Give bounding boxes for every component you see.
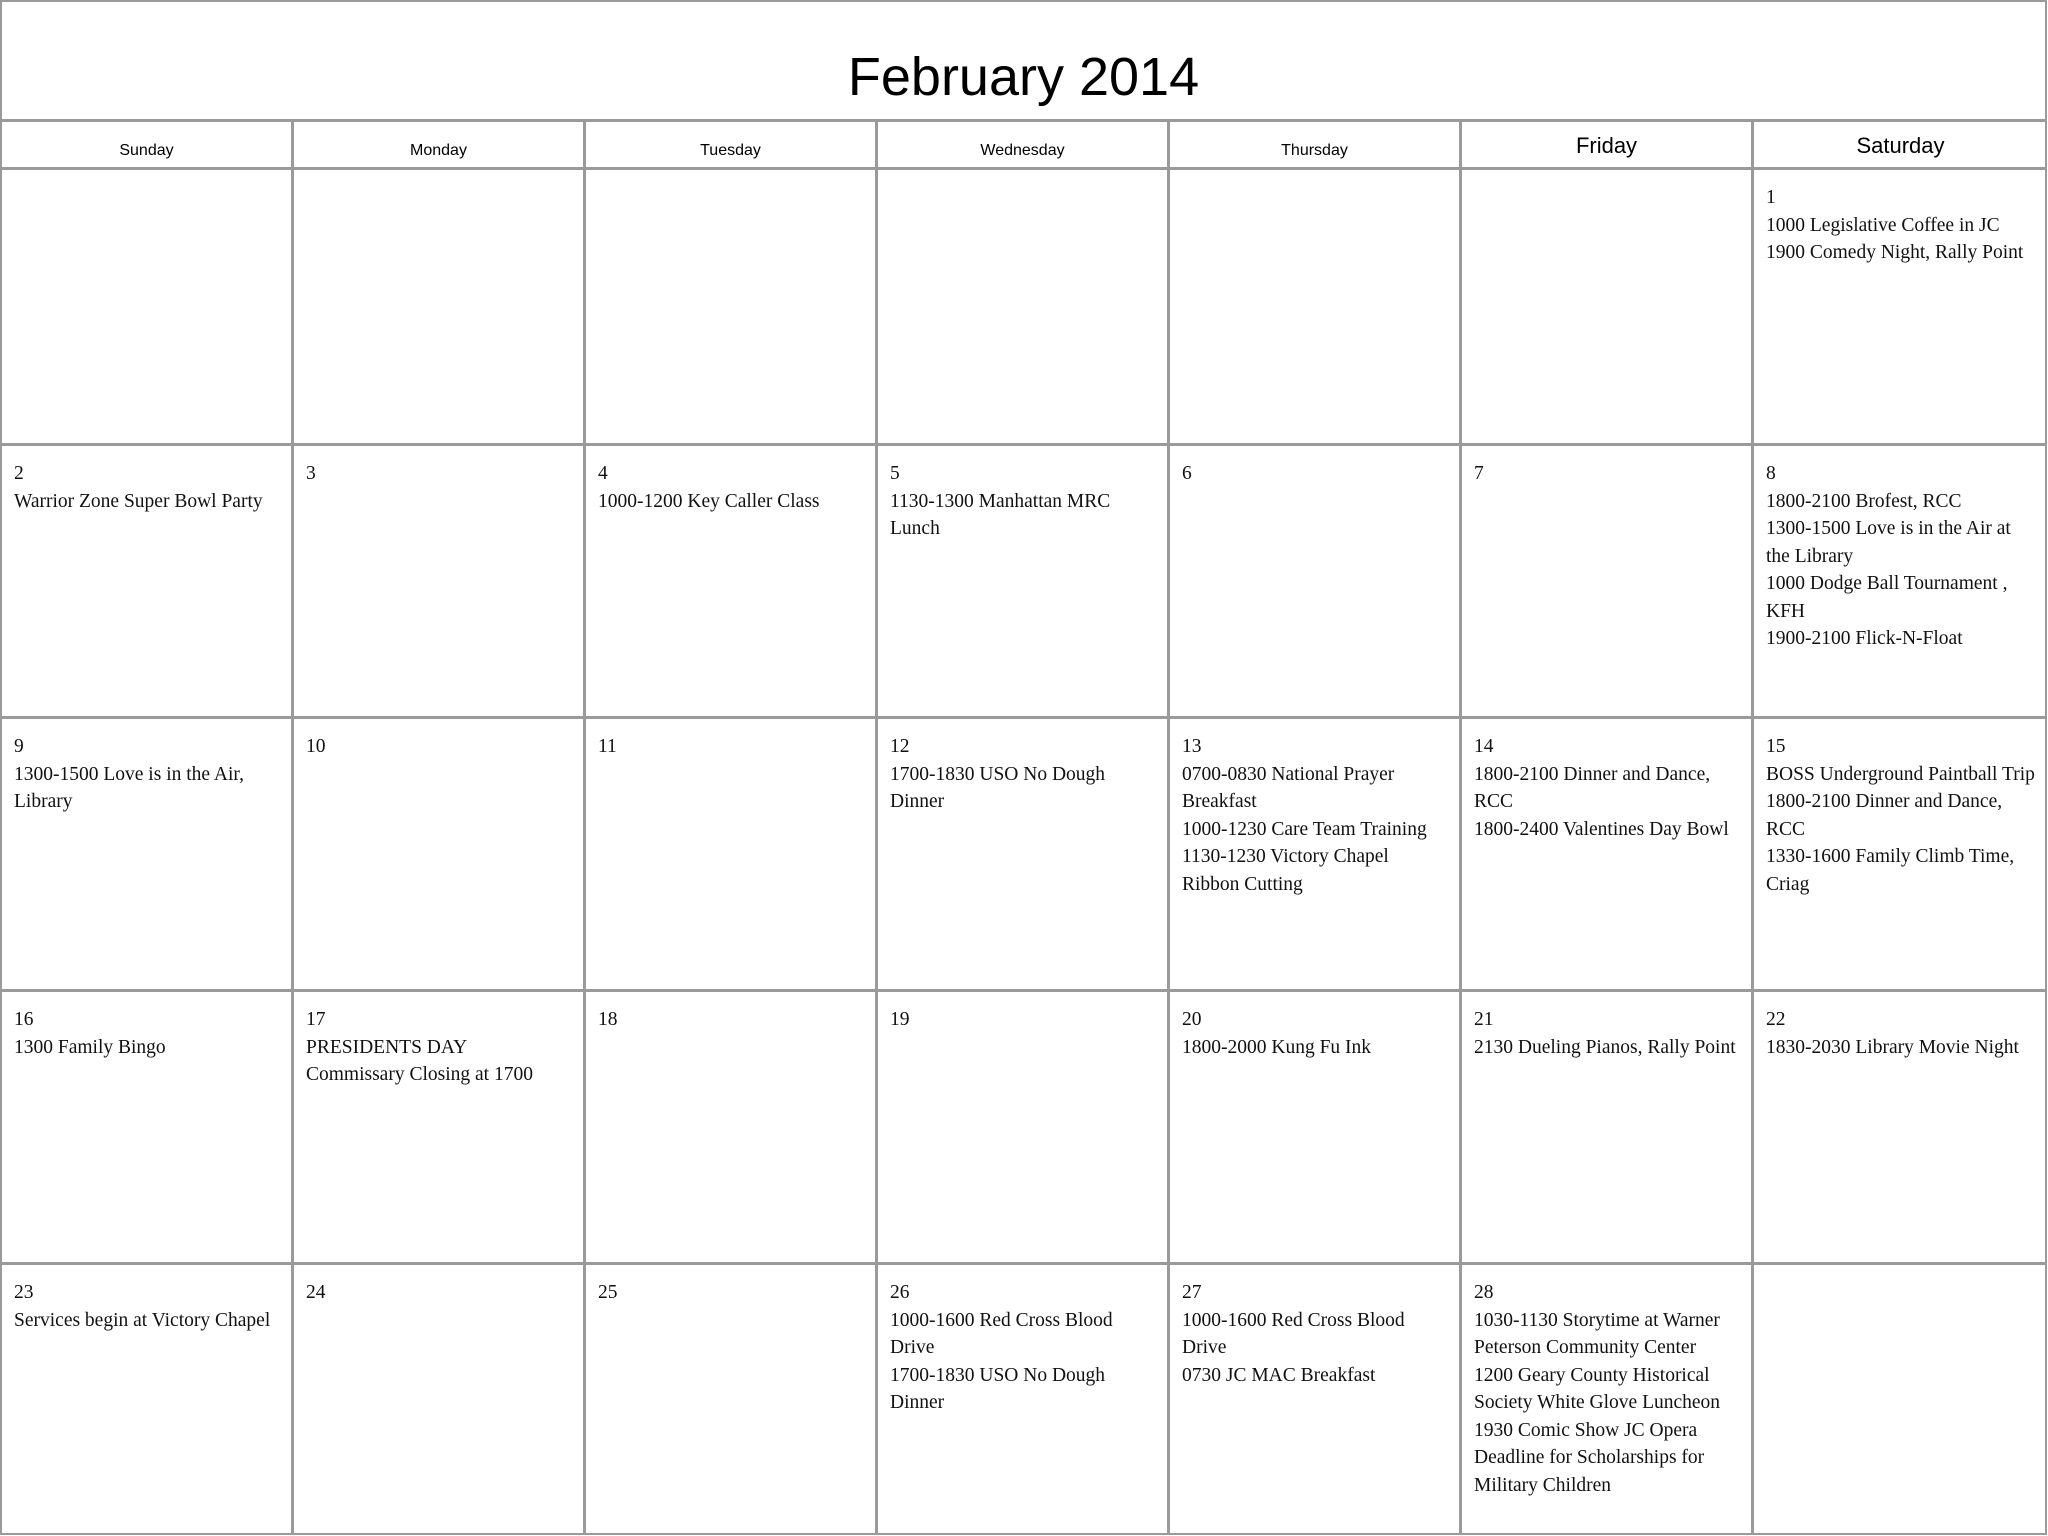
- event-entry: 1800-2100 Dinner and Dance, RCC: [1766, 791, 2003, 840]
- day-cell-10[interactable]: [294, 719, 586, 992]
- event-entry: 1000-1230 Care Team Training: [1182, 818, 1427, 840]
- event-entry: 1700-1830 USO No Dough Dinner: [890, 1364, 1106, 1413]
- day-number: 12: [890, 736, 910, 757]
- event-entry: PRESIDENTS DAY: [306, 1036, 468, 1058]
- day-cell-14[interactable]: [1462, 719, 1754, 992]
- event-entry: 1700-1830 USO No Dough Dinner: [890, 763, 1106, 812]
- empty-day-cell[interactable]: [878, 170, 1170, 446]
- day-number: 9: [14, 736, 24, 757]
- day-number: 25: [598, 1282, 618, 1303]
- day-cell-13[interactable]: [1170, 719, 1462, 992]
- event-entry: Commissary Closing at 1700: [306, 1064, 533, 1085]
- empty-day-cell[interactable]: [2, 170, 294, 446]
- day-cell-17[interactable]: [294, 992, 586, 1265]
- day-number: 6: [1182, 463, 1192, 484]
- event-entry: 1000 Legislative Coffee in JC: [1766, 214, 2000, 236]
- day-number: 10: [306, 736, 326, 757]
- day-cell-28[interactable]: [1462, 1265, 1754, 1535]
- event-entry: 1000-1600 Red Cross Blood Drive: [890, 1309, 1113, 1358]
- day-cell-24[interactable]: [294, 1265, 586, 1535]
- empty-day-cell[interactable]: [586, 170, 878, 446]
- weekday-header-thursday: Thursday: [1170, 122, 1462, 167]
- empty-day-cell[interactable]: [1462, 170, 1754, 446]
- event-entry: 1000 Dodge Ball Tournament , KFH: [1766, 573, 2008, 622]
- empty-day-cell[interactable]: [294, 170, 586, 446]
- event-entry: 1330-1600 Family Climb Time, Criag: [1766, 846, 2015, 895]
- day-number: 27: [1182, 1282, 1202, 1303]
- day-number: 22: [1766, 1009, 1786, 1030]
- day-number: 17: [306, 1009, 326, 1030]
- day-cell-19[interactable]: [878, 992, 1170, 1265]
- day-cell-8[interactable]: [1754, 446, 2047, 719]
- day-cell-12[interactable]: [878, 719, 1170, 992]
- weekday-header-sunday: Sunday: [2, 122, 294, 167]
- event-entry: 1900 Comedy Night, Rally Point: [1766, 242, 2024, 263]
- day-cell-16[interactable]: [2, 992, 294, 1265]
- day-cell-9[interactable]: [2, 719, 294, 992]
- day-cell-3[interactable]: [294, 446, 586, 719]
- event-entry: BOSS Underground Paintball Trip: [1766, 763, 2035, 785]
- day-cell-26[interactable]: [878, 1265, 1170, 1535]
- event-entry: 1300-1500 Love is in the Air at the Library: [1766, 518, 2011, 567]
- event-entry: 0700-0830 National Prayer Breakfast: [1182, 763, 1395, 812]
- weekday-header-monday: Monday: [294, 122, 586, 167]
- empty-day-cell[interactable]: [1170, 170, 1462, 446]
- day-number: 13: [1182, 736, 1202, 757]
- event-entry: 1830-2030 Library Movie Night: [1766, 1036, 2019, 1058]
- day-cell-11[interactable]: [586, 719, 878, 992]
- event-entry: 1000-1200 Key Caller Class: [598, 490, 820, 512]
- day-cell-6[interactable]: [1170, 446, 1462, 719]
- day-number: 19: [890, 1009, 910, 1030]
- event-entry: 1130-1230 Victory Chapel Ribbon Cutting: [1182, 846, 1389, 895]
- day-cell-4[interactable]: [586, 446, 878, 719]
- weekday-header-saturday: Saturday: [1856, 133, 1945, 158]
- day-number: 16: [14, 1009, 34, 1030]
- event-entry: 1000-1600 Red Cross Blood Drive: [1182, 1309, 1405, 1358]
- day-cell-7[interactable]: [1462, 446, 1754, 719]
- calendar-grid: [2, 170, 2045, 1535]
- day-number: 24: [306, 1282, 326, 1303]
- event-entry: 1300 Family Bingo: [14, 1036, 166, 1058]
- day-number: 8: [1766, 463, 1776, 484]
- event-entry: 1800-2000 Kung Fu Ink: [1182, 1036, 1372, 1058]
- event-entry: 1300-1500 Love is in the Air, Library: [14, 763, 244, 812]
- day-number: 2: [14, 463, 24, 484]
- day-cell-21[interactable]: [1462, 992, 1754, 1265]
- weekday-header-wednesday: Wednesday: [878, 122, 1170, 167]
- event-entry: 1030-1130 Storytime at Warner Peterson Community Center: [1474, 1309, 1720, 1358]
- day-cell-5[interactable]: [878, 446, 1170, 719]
- day-cell-1[interactable]: [1754, 170, 2047, 446]
- event-entry: 1200 Geary County Historical Society White Glove Luncheon: [1474, 1364, 1721, 1413]
- event-entry: 1930 Comic Show JC Opera: [1474, 1419, 1698, 1441]
- day-number: 21: [1474, 1009, 1494, 1030]
- day-number: 14: [1474, 736, 1494, 757]
- day-cell-15[interactable]: [1754, 719, 2047, 992]
- empty-day-cell[interactable]: [1754, 1265, 2047, 1535]
- event-entry: Services begin at Victory Chapel: [14, 1309, 271, 1331]
- day-number: 4: [598, 463, 608, 484]
- event-entry: 1800-2400 Valentines Day Bowl: [1474, 818, 1729, 840]
- day-cell-27[interactable]: [1170, 1265, 1462, 1535]
- event-entry: 1800-2100 Brofest, RCC: [1766, 490, 1962, 512]
- weekday-header-tuesday: Tuesday: [586, 122, 878, 167]
- event-entry: 1800-2100 Dinner and Dance, RCC: [1474, 763, 1711, 812]
- event-entry: Deadline for Scholarships for Military Children: [1474, 1447, 1705, 1496]
- day-number: 18: [598, 1009, 618, 1030]
- day-number: 28: [1474, 1282, 1494, 1303]
- day-number: 1: [1766, 187, 1776, 208]
- day-number: 11: [598, 736, 617, 757]
- event-entry: 1130-1300 Manhattan MRC Lunch: [890, 490, 1111, 539]
- event-entry: 1900-2100 Flick-N-Float: [1766, 628, 1963, 649]
- weekday-header-row: [2, 122, 2045, 170]
- day-cell-25[interactable]: [586, 1265, 878, 1535]
- day-number: 3: [306, 463, 316, 484]
- day-number: 15: [1766, 736, 1786, 757]
- day-number: 23: [14, 1282, 34, 1303]
- day-number: 5: [890, 463, 900, 484]
- title-row: [2, 2, 2045, 122]
- day-number: 20: [1182, 1009, 1202, 1030]
- event-entry: Warrior Zone Super Bowl Party: [14, 490, 263, 512]
- day-cell-18[interactable]: [586, 992, 878, 1265]
- weekday-header-friday: Friday: [1462, 122, 1754, 167]
- day-cell-20[interactable]: [1170, 992, 1462, 1265]
- day-cell-2[interactable]: [2, 446, 294, 719]
- calendar-title: February 2014: [847, 47, 1200, 107]
- day-number: 26: [890, 1282, 910, 1303]
- day-cell-23[interactable]: [2, 1265, 294, 1535]
- day-cell-22[interactable]: [1754, 992, 2047, 1265]
- event-entry: 2130 Dueling Pianos, Rally Point: [1474, 1036, 1736, 1058]
- day-number: 7: [1474, 463, 1484, 484]
- event-entry: 0730 JC MAC Breakfast: [1182, 1364, 1376, 1386]
